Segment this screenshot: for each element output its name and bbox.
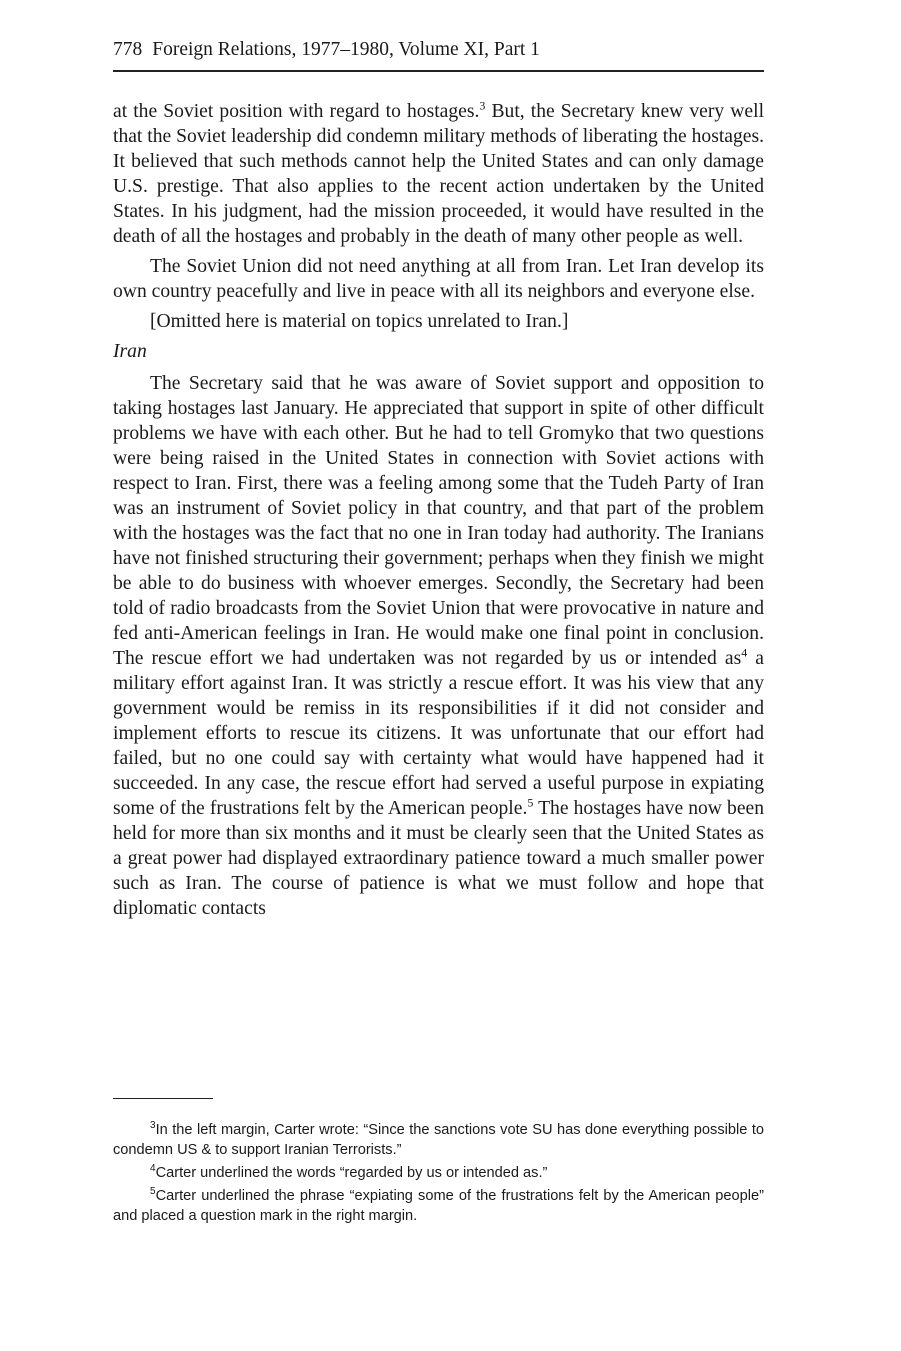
footnote-ref-5: 5 bbox=[527, 795, 534, 810]
footnote-5 bbox=[113, 1186, 764, 1226]
footnotes bbox=[113, 1120, 764, 1229]
footnote-ref-4: 4 bbox=[741, 645, 748, 660]
paragraph-1-text-b: But, the Secretary knew very well that the Soviet leadership did condemn military methods of liberating the hostages. It believed that such methods cannot help the United States and can only damage U.S. prestige. That also applies to the recent action undertaken by the United States. In his judgment, had the mission proceeded, it would have resulted in the death of all the hostages and probably in the death of many other people as well. bbox=[113, 101, 765, 247]
running-header bbox=[113, 36, 764, 72]
footnote-text: Carter underlined the words “regarded by us or intended as.” bbox=[155, 1165, 548, 1181]
paragraph-3-text-a: The Secretary said that he was aware of Soviet support and opposition to taking hostages last January. He appreciated that support in spite of other difficult problems we have with each other. But he had to tell Gromyko that two questions were being raised in the United States in connection with Soviet actions with respect to Iran. First, there was a feeling among some that the Tudeh Party of Iran was an instrument of Soviet policy in that country, and that part of the problem with the hostages was the fact that no one in Iran today had authority. The Iranians have not finished structuring their government; perhaps when they finish we might be able to do business with whoever emerges. Secondly, the Secretary had been told of radio broadcasts from the Soviet Union that were provocative in nature and fed anti-American feelings in Iran. He would make one final point in conclusion. The rescue effort we had undertaken was not regarded by us or intended as bbox=[113, 373, 764, 669]
paragraph-1-text-a: at the Soviet position with regard to hostages. bbox=[113, 101, 480, 122]
paragraph-2: The Soviet Union did not need anything at all from Iran. Let Iran develop its own country peacefully and live in peace with all its neighbors and everyone else. bbox=[113, 256, 764, 302]
footnote-text: Carter underlined the phrase “expiating some of the frustrations felt by the American people” and placed a question mark in the right margin. bbox=[113, 1188, 764, 1224]
section-heading: Iran bbox=[113, 341, 147, 362]
footnote-ref-3: 3 bbox=[479, 98, 486, 113]
footnote-number: 4 bbox=[150, 1163, 156, 1175]
paragraph-1 bbox=[113, 99, 764, 249]
footnote-text: In the left margin, Carter wrote: “Since the sanctions vote SU has done everything possible to condemn US & to support Iranian Terrorists.” bbox=[113, 1122, 764, 1158]
footnote-3 bbox=[113, 1120, 764, 1160]
paragraph-3-text-c: The hostages have now been held for more than six months and it must be clearly seen that the United States as a great power had displayed extraordinary patience toward a much smaller power such as Iran. The course of patience is what we must follow and hope that diplomatic contacts bbox=[113, 798, 765, 919]
page-number: 778 bbox=[113, 39, 143, 60]
editorial-note: [Omitted here is material on topics unrelated to Iran.] bbox=[150, 311, 569, 332]
footnote-divider bbox=[113, 1098, 213, 1099]
main-text bbox=[113, 99, 764, 926]
footnote-4 bbox=[113, 1163, 764, 1183]
footnote-number: 5 bbox=[150, 1186, 156, 1198]
footnote-number: 3 bbox=[150, 1120, 156, 1132]
paragraph-3 bbox=[113, 371, 764, 921]
paragraph-3-text-b: a military effort against Iran. It was strictly a rescue effort. It was his view that any government would be remiss in its responsibilities if it did not consider and implement efforts to rescue its citizens. It was unfortunate that our effort had failed, but no one could say with certainty what would have happened had it succeeded. In any case, the rescue effort had served a useful purpose in expiating some of the frustrations felt by the American people. bbox=[113, 648, 764, 819]
running-title: Foreign Relations, 1977–1980, Volume XI, Part 1 bbox=[152, 39, 540, 60]
